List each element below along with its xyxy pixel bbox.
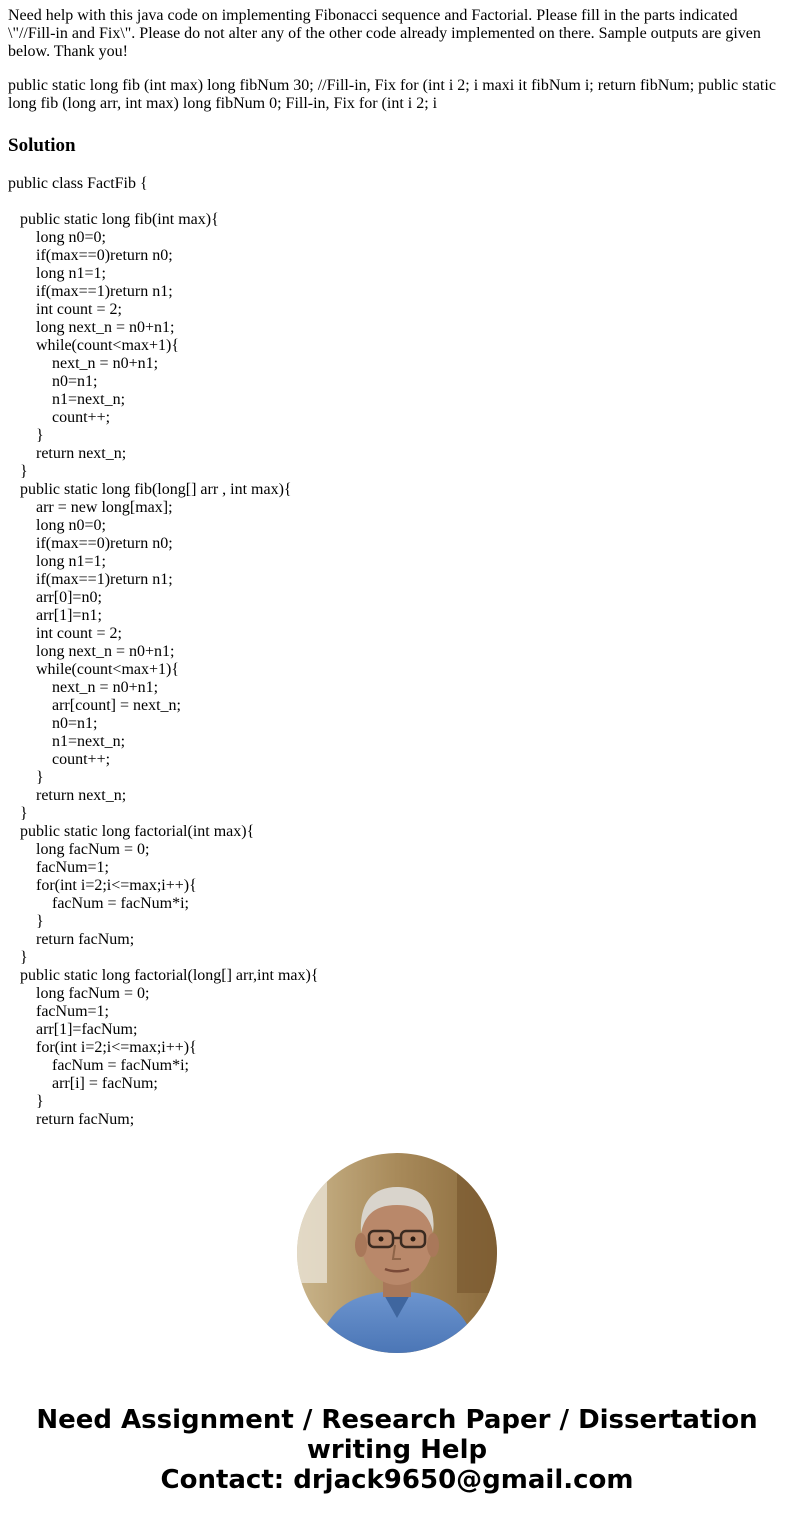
promo-line-1: Need Assignment / Research Paper / Dissertation <box>36 1405 758 1435</box>
code-line: count++; <box>8 751 111 768</box>
code-line: facNum = facNum*i; <box>8 1057 189 1074</box>
code-line: facNum = facNum*i; <box>8 895 189 912</box>
code-line: n0=n1; <box>8 373 98 390</box>
code-spacer <box>8 193 786 211</box>
code-line: if(max==0)return n0; <box>8 247 173 264</box>
code-line: n1=next_n; <box>8 391 126 408</box>
code-line: while(count<max+1){ <box>8 661 180 678</box>
code-line: } <box>8 769 44 786</box>
code-line: for(int i=2;i<=max;i++){ <box>8 1039 197 1056</box>
code-line: public static long factorial(long[] arr,int max){ <box>8 967 319 984</box>
question-code-snippet: public static long fib (int max) long fibNum 30; //Fill-in, Fix for (int i 2; i maxi it fibNum i; return fibNum; public static long fib (long arr, int max) long fibNum 0; Fill-in, Fix for (int i 2; i <box>8 77 776 112</box>
code-line: int count = 2; <box>8 625 122 642</box>
code-line: } <box>8 463 28 480</box>
code-line: long facNum = 0; <box>8 985 150 1002</box>
code-line: next_n = n0+n1; <box>8 355 159 372</box>
question-intro: Need help with this java code on implementing Fibonacci sequence and Factorial. Please fill in the parts indicated \"//Fill-in and Fix\". Please do not alter any of the other code already implemented on there. Sample outputs are given below. Thank you! <box>8 7 761 60</box>
document-body <box>8 7 786 1129</box>
solution-heading: Solution <box>8 135 76 156</box>
code-line: public static long fib(long[] arr , int max){ <box>8 481 292 498</box>
code-line: return facNum; <box>8 1111 135 1128</box>
code-line: long next_n = n0+n1; <box>8 319 175 336</box>
code-line: long n1=1; <box>8 265 106 282</box>
code-line: int count = 2; <box>8 301 122 318</box>
code-line: long n0=0; <box>8 517 106 534</box>
tutor-avatar <box>297 1153 497 1353</box>
code-line: if(max==1)return n1; <box>8 571 173 588</box>
code-line: facNum=1; <box>8 1003 109 1020</box>
code-line: if(max==1)return n1; <box>8 283 173 300</box>
code-line: return next_n; <box>8 787 127 804</box>
code-line: long n1=1; <box>8 553 106 570</box>
code-line: n0=n1; <box>8 715 98 732</box>
code-line: } <box>8 805 28 822</box>
code-line: } <box>8 1093 44 1110</box>
code-line: arr = new long[max]; <box>8 499 173 516</box>
promo-line-3: Contact: drjack9650@gmail.com <box>160 1465 634 1495</box>
code-line: return next_n; <box>8 445 127 462</box>
code-line: for(int i=2;i<=max;i++){ <box>8 877 197 894</box>
class-declaration-line: public class FactFib { <box>8 175 148 192</box>
code-line: long n0=0; <box>8 229 106 246</box>
promo-line-2: writing Help <box>306 1435 488 1465</box>
code-line: long next_n = n0+n1; <box>8 643 175 660</box>
solution-code-block <box>8 211 786 1129</box>
code-line: arr[1]=facNum; <box>8 1021 138 1038</box>
code-line: } <box>8 427 44 444</box>
code-line: n1=next_n; <box>8 733 126 750</box>
code-line: while(count<max+1){ <box>8 337 180 354</box>
code-line: arr[count] = next_n; <box>8 697 181 714</box>
code-line: } <box>8 949 28 966</box>
code-line: arr[i] = facNum; <box>8 1075 158 1092</box>
code-line: if(max==0)return n0; <box>8 535 173 552</box>
code-line: public static long factorial(int max){ <box>8 823 255 840</box>
code-line: return facNum; <box>8 931 135 948</box>
code-line: next_n = n0+n1; <box>8 679 159 696</box>
code-line: arr[1]=n1; <box>8 607 102 624</box>
promo-banner <box>0 1405 794 1495</box>
code-line: long facNum = 0; <box>8 841 150 858</box>
code-line: public static long fib(int max){ <box>8 211 219 228</box>
code-line: count++; <box>8 409 111 426</box>
tutor-photo-icon <box>297 1153 497 1353</box>
code-line: } <box>8 913 44 930</box>
code-line: arr[0]=n0; <box>8 589 102 606</box>
code-line: facNum=1; <box>8 859 109 876</box>
